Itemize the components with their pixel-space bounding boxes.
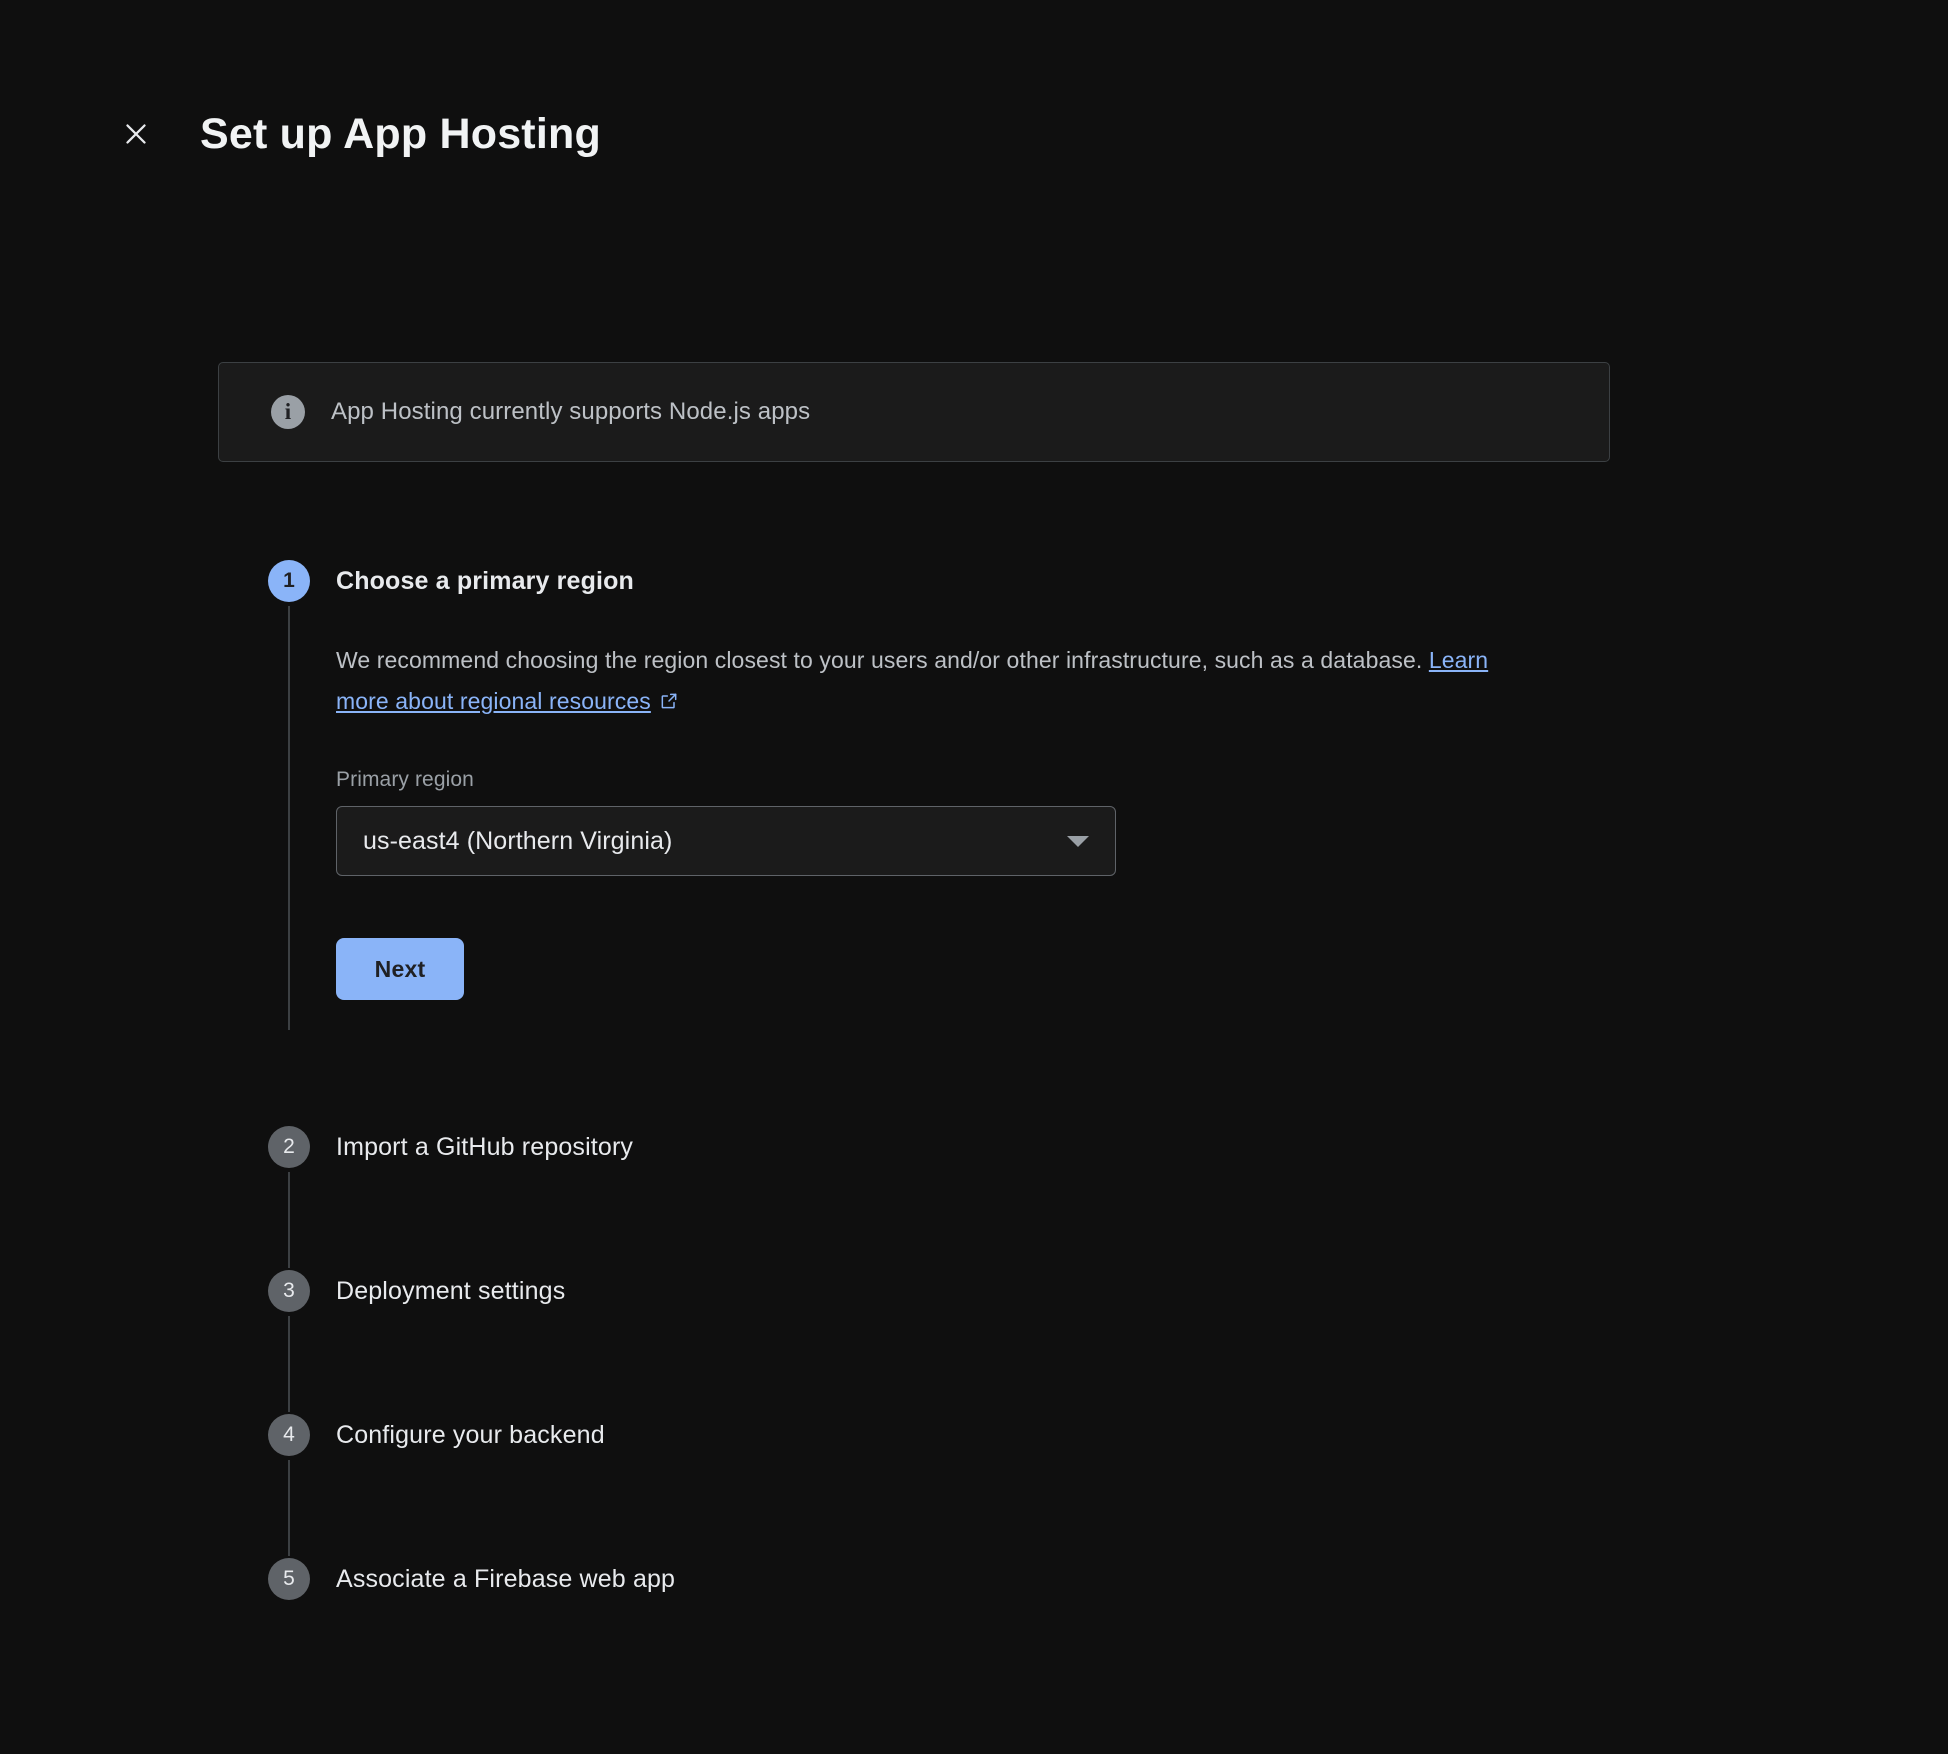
step-connector	[288, 1172, 290, 1268]
info-banner	[218, 362, 1610, 462]
step-2-marker: 2	[268, 1126, 310, 1168]
step-2[interactable]	[268, 1126, 1668, 1168]
next-button[interactable]: Next	[336, 938, 464, 1000]
info-icon: i	[271, 395, 305, 429]
learn-more-link[interactable]: Learn more about regional resources	[336, 647, 1489, 714]
step-3[interactable]	[268, 1270, 1668, 1312]
primary-region-select[interactable]	[336, 806, 1116, 876]
step-5-marker: 5	[268, 1558, 310, 1600]
step-1-marker: 1	[268, 560, 310, 602]
spacer	[268, 1168, 1668, 1270]
info-banner-text: App Hosting currently supports Node.js apps	[331, 398, 811, 425]
step-5-title: Associate a Firebase web app	[336, 1565, 676, 1593]
step-2-title: Import a GitHub repository	[336, 1133, 634, 1161]
chevron-down-icon	[1067, 836, 1089, 847]
step-1-description	[336, 640, 1546, 724]
page-title: Set up App Hosting	[200, 109, 601, 158]
step-1-title: Choose a primary region	[336, 567, 634, 595]
step-3-title: Deployment settings	[336, 1277, 566, 1305]
primary-region-value: us-east4 (Northern Virginia)	[363, 826, 673, 855]
step-1-description-text: We recommend choosing the region closest to your users and/or other infrastructure, such as a database.	[336, 647, 1423, 673]
step-4[interactable]	[268, 1414, 1668, 1456]
step-1	[268, 560, 1668, 1024]
step-4-marker: 4	[268, 1414, 310, 1456]
step-5[interactable]	[268, 1558, 1668, 1600]
close-icon-glyph	[119, 117, 153, 151]
spacer	[268, 1024, 1668, 1126]
step-connector	[288, 1316, 290, 1412]
step-3-marker: 3	[268, 1270, 310, 1312]
dialog-header	[110, 108, 601, 160]
step-1-body	[336, 602, 1668, 1024]
step-4-title: Configure your backend	[336, 1421, 605, 1449]
primary-region-label: Primary region	[336, 768, 474, 791]
spacer	[268, 1456, 1668, 1558]
step-connector	[288, 606, 290, 1030]
step-connector	[288, 1460, 290, 1556]
setup-stepper	[268, 560, 1668, 1600]
spacer	[268, 1312, 1668, 1414]
close-icon[interactable]	[110, 108, 162, 160]
external-link-icon[interactable]	[659, 683, 679, 724]
